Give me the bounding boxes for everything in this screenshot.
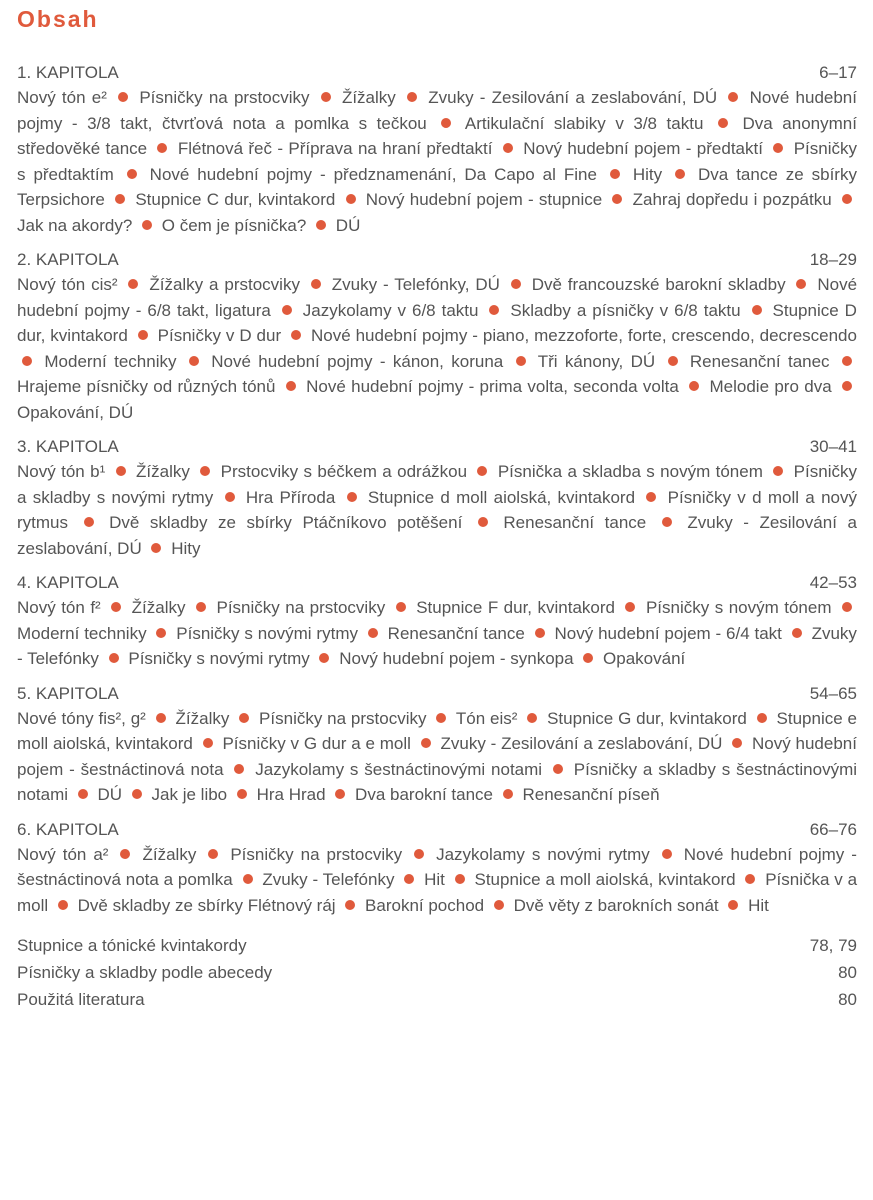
topic-item: O čem je písnička? [161,215,307,235]
bullet-dot-icon [132,789,142,799]
bullet-dot-icon [553,764,563,774]
topic-item: Písničky v d moll a nový rytmus [17,487,857,532]
topic-item: Zahraj dopředu i pozpátku [632,190,832,209]
bullet-dot-icon [156,628,166,638]
bullet-dot-icon [516,356,526,366]
bullet-dot-icon [583,653,593,663]
bullet-dot-icon [203,738,213,748]
bullet-dot-icon [321,92,331,102]
bullet-dot-icon [84,517,94,527]
bullet-dot-icon [745,874,755,884]
chapter-heading [17,570,857,595]
topic-item: Hity [632,164,663,184]
topic-item: Stupnice D dur, kvintakord [17,300,857,345]
chapter-topics [17,272,857,425]
topic-item: Stupnice e moll aiolská, kvintakord [17,708,857,753]
chapter-pages: 18–29 [809,250,857,269]
bullet-dot-icon [156,713,166,723]
topic-item: Stupnice C dur, kvintakord [135,190,336,209]
chapter-section [17,570,857,672]
topic-item: Barokní pochod [365,895,485,915]
bullet-dot-icon [118,92,128,102]
topic-item: DÚ [335,215,361,235]
bullet-dot-icon [662,849,672,859]
topic-item: Žížalky [341,88,396,107]
bullet-dot-icon [291,330,301,340]
bullet-dot-icon [404,874,414,884]
topic-item: Nový tón a² [17,844,109,864]
bullet-dot-icon [668,356,678,366]
topic-item: Renesanční píseň [522,785,660,804]
appendix-row [17,959,857,986]
bullet-dot-icon [345,900,355,910]
bullet-dot-icon [115,194,125,204]
bullet-dot-icon [773,143,783,153]
bullet-dot-icon [511,279,521,289]
bullet-dot-icon [718,118,728,128]
topic-item: Žížalky [175,708,230,728]
topic-item: Stupnice F dur, kvintakord [416,598,615,617]
bullet-dot-icon [142,220,152,230]
bullet-dot-icon [189,356,199,366]
topic-item: Renesanční tanec [689,351,830,371]
topic-item: Žížalky a prstocviky [149,275,300,294]
chapter-section [17,60,857,238]
bullet-dot-icon [22,356,32,366]
topic-item: Tón eis² [455,708,518,728]
chapter-section [17,247,857,425]
chapter-pages: 6–17 [819,63,857,82]
bullet-dot-icon [478,517,488,527]
table-of-contents [17,60,857,1013]
topic-item: Nové tóny fis², g² [17,708,146,728]
chapter-section [17,681,857,808]
bullet-dot-icon [646,492,656,502]
bullet-dot-icon [225,492,235,502]
topic-item: Dvě skladby ze sbírky Flétnový ráj [77,895,336,915]
page-title: Obsah [17,6,99,32]
bullet-dot-icon [612,194,622,204]
topic-item: Stupnice a moll aiolská, kvintakord [474,870,736,889]
bullet-dot-icon [243,874,253,884]
topic-item: Zvuky - Zesilování a zeslabování, DÚ [428,88,718,107]
topic-item: Hity [171,538,201,558]
bullet-dot-icon [489,305,499,315]
topic-item: Hit [748,895,769,915]
bullet-dot-icon [421,738,431,748]
topic-item: Renesanční tance [503,513,647,532]
appendix-pages: 78, 79 [809,936,857,955]
topic-item: Zvuky - Zesilování a zeslabování, DÚ [440,734,723,753]
bullet-dot-icon [120,849,130,859]
topic-item: Nový tón cis² [17,275,118,294]
topic-item: Nové hudební pojmy - piano, mezzoforte, forte, crescendo, decrescendo [310,326,857,345]
topic-item: Písničky v G dur a e moll [222,734,411,753]
bullet-dot-icon [346,194,356,204]
chapter-topics [17,85,857,238]
topic-item: Hra Hrad [256,785,326,804]
topic-item: Písničky s novým tónem [645,598,832,617]
bullet-dot-icon [662,517,672,527]
chapter-label: 4. KAPITOLA [17,573,119,592]
bullet-dot-icon [610,169,620,179]
topic-item: Žížalky [136,462,190,481]
topic-item: Nový hudební pojem - předtaktí [523,139,763,158]
topic-item: Flétnová řeč - Příprava na hraní předtaktí [177,139,493,158]
topic-item: Zvuky - Telefónky [262,870,395,889]
bullet-dot-icon [689,381,699,391]
bullet-dot-icon [116,466,126,476]
appendix-row [17,932,857,959]
topic-item: Hrajeme písničky od různých tónů [17,377,276,396]
bullet-dot-icon [455,874,465,884]
topic-item: Melodie pro dva [709,377,832,396]
topic-item: Skladby a písničky v 6/8 taktu [510,300,741,320]
appendix-label: Použitá literatura [17,990,145,1009]
bullet-dot-icon [109,653,119,663]
chapter-heading [17,434,857,459]
topic-item: Nové hudební pojmy - šestnáctinová nota a pomlka [17,844,857,889]
bullet-dot-icon [732,738,742,748]
chapter-label: 6. KAPITOLA [17,819,119,839]
topic-item: Písničky s novými rytmy [128,649,310,668]
bullet-dot-icon [237,789,247,799]
topic-item: Písničky na prstocviky [230,844,403,864]
chapter-pages: 30–41 [809,437,857,456]
bullet-dot-icon [842,381,852,391]
chapter-heading [17,817,857,842]
topic-item: Jak na akordy? [17,215,133,235]
topic-item: Písničky na prstocviky [216,598,386,617]
topic-item: Zvuky - Telefónky, DÚ [331,275,500,294]
topic-item: Písnička v a moll [17,870,858,915]
chapter-label: 5. KAPITOLA [17,683,119,703]
bullet-dot-icon [842,602,852,612]
bullet-dot-icon [157,143,167,153]
topic-item: Nové hudební pojmy - prima volta, seconda volta [306,377,679,396]
chapter-section [17,817,857,919]
topic-item: Dvě francouzské barokní skladby [531,275,786,294]
topic-item: Písnička a skladba s novým tónem [497,462,763,481]
chapter-topics [17,842,857,919]
bullet-dot-icon [138,330,148,340]
bullet-dot-icon [757,713,767,723]
topic-item: Stupnice d moll aiolská, kvintakord [367,487,636,507]
chapter-label: 1. KAPITOLA [17,63,119,82]
topic-item: Stupnice G dur, kvintakord [547,708,747,728]
topic-item: Žížalky [142,844,197,864]
topic-item: Jazykolamy s novými rytmy [436,844,650,864]
chapter-section [17,434,857,561]
topic-item: Nový hudební pojem - stupnice [365,190,603,209]
appendix-label: Písničky a skladby podle abecedy [17,963,273,982]
bullet-dot-icon [78,789,88,799]
bullet-dot-icon [436,713,446,723]
topic-item: Nový tón b¹ [17,462,106,481]
bullet-dot-icon [208,849,218,859]
bullet-dot-icon [675,169,685,179]
chapter-heading [17,247,857,272]
topic-item: Nový tón e² [17,88,107,107]
bullet-dot-icon [286,381,296,391]
bullet-dot-icon [319,653,329,663]
topic-item: Jazykolamy s šestnáctinovými notami [255,759,543,779]
bullet-dot-icon [128,279,138,289]
bullet-dot-icon [728,92,738,102]
topic-item: Opakování, DÚ [17,402,134,422]
chapter-pages: 66–76 [809,819,857,839]
bullet-dot-icon [441,118,451,128]
topic-item: Moderní techniky [44,351,177,371]
bullet-dot-icon [127,169,137,179]
topic-item: Písničky a skladby s šestnáctinovými notami [17,759,858,804]
bullet-dot-icon [111,602,121,612]
chapter-pages: 54–65 [809,683,857,703]
chapter-topics [17,459,857,561]
chapter-heading [17,681,857,706]
bullet-dot-icon [335,789,345,799]
bullet-dot-icon [494,900,504,910]
topic-item: DÚ [97,785,123,804]
chapter-label: 3. KAPITOLA [17,437,119,456]
topic-item: Opakování [603,649,686,668]
bullet-dot-icon [728,900,738,910]
topic-item: Nové hudební pojmy - 6/8 takt, ligatura [17,275,858,320]
topic-item: Artikulační slabiky v 3/8 taktu [464,113,704,133]
chapter-topics [17,595,857,672]
bullet-dot-icon [752,305,762,315]
topic-item: Žížalky [131,598,186,617]
topic-item: Písničky s předtaktím [17,139,857,184]
bullet-dot-icon [282,305,292,315]
topic-item: Nové hudební pojmy - 3/8 takt, čtvrťová nota a pomlka s tečkou [17,88,857,133]
topic-item: Písničky a skladby s novými rytmy [17,462,857,507]
topic-item: Nový hudební pojem - synkopa [339,649,574,668]
bullet-dot-icon [58,900,68,910]
bullet-dot-icon [503,789,513,799]
topic-item: Moderní techniky [17,623,147,643]
bullet-dot-icon [347,492,357,502]
topic-item: Zvuky - Telefónky [17,623,857,668]
bullet-dot-icon [316,220,326,230]
topic-item: Dva tance ze sbírky Terpsichore [17,164,857,209]
topic-item: Jazykolamy v 6/8 taktu [302,300,479,320]
bullet-dot-icon [234,764,244,774]
chapter-topics [17,706,857,808]
topic-item: Nové hudební pojmy - kánon, koruna [211,351,504,371]
topic-item: Hit [424,870,445,889]
topic-item: Nový hudební pojem - šestnáctinová nota [17,734,857,779]
topic-item: Písničky na prstocviky [139,88,310,107]
bullet-dot-icon [625,602,635,612]
bullet-dot-icon [396,602,406,612]
bullet-dot-icon [196,602,206,612]
topic-item: Nový hudební pojem - 6/4 takt [554,623,782,643]
bullet-dot-icon [503,143,513,153]
topic-item: Dvě věty z barokních sonát [513,895,719,915]
topic-item: Písničky s novými rytmy [176,623,358,643]
bullet-dot-icon [842,194,852,204]
chapter-label: 2. KAPITOLA [17,250,119,269]
bullet-dot-icon [773,466,783,476]
bullet-dot-icon [407,92,417,102]
bullet-dot-icon [792,628,802,638]
topic-item: Dvě skladby ze sbírky Ptáčníkovo potěšení [109,513,463,532]
topic-item: Písničky na prstocviky [259,708,427,728]
topic-item: Prstocviky s béčkem a odrážkou [220,462,468,481]
topic-item: Hra Příroda [245,487,336,507]
topic-item: Nové hudební pojmy - předznamenání, Da Capo al Fine [149,164,597,184]
bullet-dot-icon [239,713,249,723]
bullet-dot-icon [151,543,161,553]
bullet-dot-icon [414,849,424,859]
appendix-row [17,986,857,1013]
appendix-label: Stupnice a tónické kvintakordy [17,936,247,955]
bullet-dot-icon [200,466,210,476]
bullet-dot-icon [527,713,537,723]
chapter-list [17,60,857,918]
topic-item: Renesanční tance [387,623,525,643]
topic-item: Dva barokní tance [355,785,494,804]
bullet-dot-icon [842,356,852,366]
chapter-pages: 42–53 [809,573,857,592]
appendix-pages: 80 [838,963,857,982]
appendix-pages: 80 [838,990,857,1009]
bullet-dot-icon [477,466,487,476]
topic-item: Dva anonymní středověké tance [17,113,857,158]
bullet-dot-icon [796,279,806,289]
bullet-dot-icon [311,279,321,289]
topic-item: Tři kánony, DÚ [537,351,656,371]
topic-item: Nový tón f² [17,598,101,617]
chapter-heading [17,60,857,85]
appendix-list [17,932,857,1013]
topic-item: Jak je libo [151,785,228,804]
bullet-dot-icon [535,628,545,638]
topic-item: Písničky v D dur [157,326,282,345]
bullet-dot-icon [368,628,378,638]
topic-item: Zvuky - Zesilování a zeslabování, DÚ [17,513,857,558]
